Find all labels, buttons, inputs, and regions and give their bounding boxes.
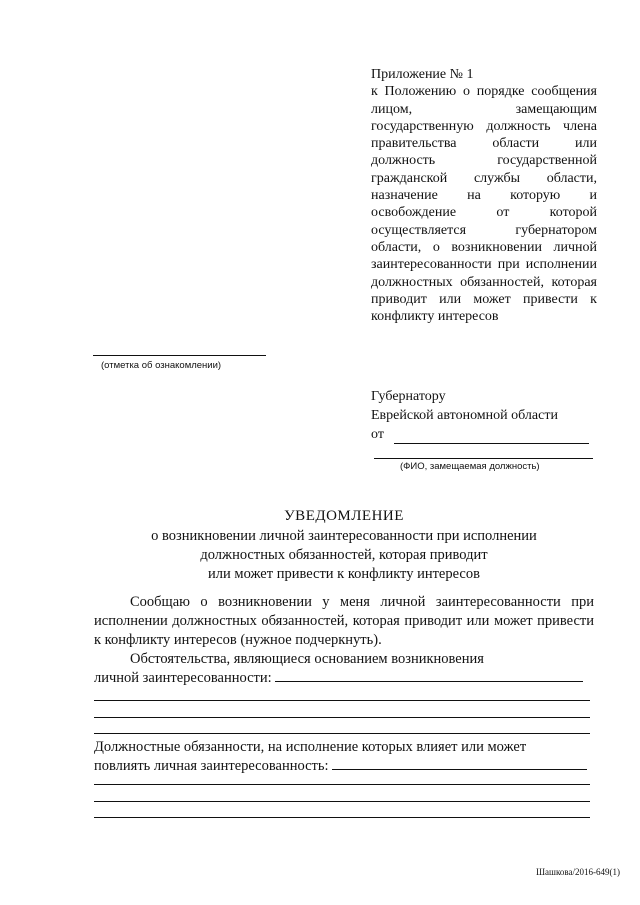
addressee-caption: (ФИО, замещаемая должность) (400, 461, 540, 472)
addressee-from-label: от (371, 427, 384, 442)
appendix-title: Приложение № 1 (371, 67, 474, 82)
blank-line (94, 717, 590, 718)
addressee-line-1: Губернатору (371, 389, 446, 404)
addressee-from-row (371, 425, 589, 444)
circumstances-blank (275, 669, 583, 682)
acknowledgement-caption: (отметка об ознакомлении) (101, 360, 222, 371)
blank-line (94, 801, 590, 802)
document-code: Шашкова/2016-649(1) (535, 867, 620, 877)
notice-subtitle-line: должностных обязанностей, которая приводит (200, 547, 488, 563)
notice-paragraph-3 (94, 738, 594, 776)
notice-subtitle-line: или может привести к конфликту интересов (208, 566, 480, 582)
blank-line (94, 817, 590, 818)
appendix-body: к Положению о порядке сообщения лицом, замещающим государственную должность члена правительства области или должность государственной гражданской службы области, назначение на которую и освобождение от которой осуществляется губернатором области, о возникновении личной заинтересованности при исполнении должностных обязанностей, которая приводит или может привести к конфликту интересов (371, 84, 597, 325)
addressee-signature-line (374, 458, 593, 459)
notice-subtitle (94, 527, 594, 584)
duties-label-b: повлиять личная заинтересованность: (94, 758, 329, 774)
appendix-block (371, 66, 597, 325)
circumstances-label-b: личной заинтересованности: (94, 670, 272, 686)
circumstances-label-a: Обстоятельства, являющиеся основанием возникновения (130, 651, 484, 667)
notice-title: УВЕДОМЛЕНИЕ (284, 508, 404, 524)
acknowledgement-line (93, 355, 266, 356)
addressee-from-blank (394, 429, 589, 444)
addressee-line-2: Еврейской автономной области (371, 408, 558, 423)
notice-paragraph-1: Сообщаю о возникновении у меня личной заинтересованности при исполнении должностных обязанностей, которая приводит или может привести к конфликту интересов (нужное подчеркнуть). (94, 594, 594, 648)
notice-paragraph-2 (94, 650, 594, 688)
blank-line (94, 784, 590, 785)
blank-line (94, 700, 590, 701)
duties-blank (332, 757, 587, 770)
duties-label-a: Должностные обязанности, на исполнение которых влияет или может (94, 739, 527, 755)
addressee-block (371, 387, 589, 444)
blank-line (94, 733, 590, 734)
notice-subtitle-line: о возникновении личной заинтересованности при исполнении (151, 528, 537, 544)
